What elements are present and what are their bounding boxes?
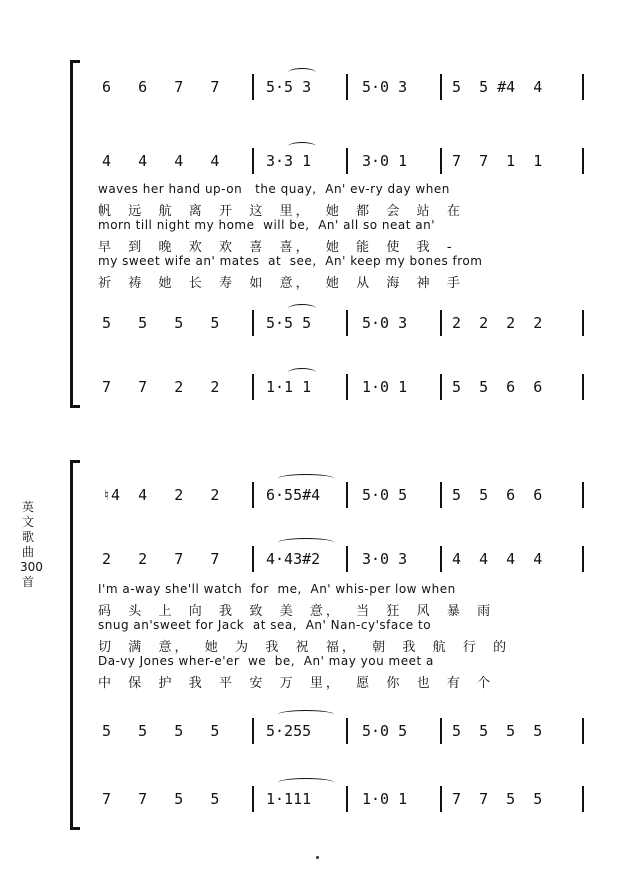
staff-row	[90, 718, 590, 748]
slur	[278, 710, 334, 719]
bar-line	[582, 546, 584, 572]
bar-line	[346, 310, 348, 336]
bar-line	[582, 148, 584, 174]
measure: ♮4 4 2 2	[102, 486, 220, 504]
slur	[288, 68, 316, 77]
measure: 7 7 1 1	[452, 152, 543, 170]
bar-line	[440, 482, 442, 508]
measure: 5 5 6 6	[452, 486, 543, 504]
bar-line	[440, 546, 442, 572]
measure: 1·0 1	[362, 378, 408, 396]
bar-line	[582, 718, 584, 744]
staff-row	[90, 310, 590, 340]
bar-line	[582, 310, 584, 336]
lyric-line: 帆 远 航 离 开 这 里， 她 都 会 站 在	[98, 204, 463, 219]
lyric-line: Da-vy Jones wher-e'er we be, An' may you meet a	[98, 654, 434, 668]
measure: 4 4 4 4	[102, 152, 220, 170]
bar-line	[346, 374, 348, 400]
measure: 5·5 5	[266, 314, 312, 332]
staff-row	[90, 374, 590, 404]
measure: 5 5 5 5	[102, 314, 220, 332]
bar-line	[252, 482, 254, 508]
staff-row	[90, 786, 590, 816]
bar-line	[440, 786, 442, 812]
measure: 5·0 3	[362, 78, 408, 96]
measure: 4 4 4 4	[452, 550, 543, 568]
bar-line	[582, 74, 584, 100]
bar-line	[440, 374, 442, 400]
bar-line	[252, 546, 254, 572]
lyric-line: 早 到 晚 欢 欢 喜 喜， 她 能 使 我 -	[98, 240, 455, 255]
slur	[278, 538, 334, 547]
slur	[278, 474, 334, 483]
measure: 5·0 5	[362, 722, 408, 740]
system-brace	[70, 60, 78, 408]
measure: 1·0 1	[362, 790, 408, 808]
page-mark	[316, 856, 319, 859]
bar-line	[440, 148, 442, 174]
lyric-line: 切 满 意， 她 为 我 祝 福， 朝 我 航 行 的	[98, 640, 510, 655]
measure: 1·111	[266, 790, 312, 808]
staff-row	[90, 148, 590, 178]
measure: 5 5 5 5	[102, 722, 220, 740]
measure: 5 5 5 5	[452, 722, 543, 740]
lyric-line: 中 保 护 我 平 安 万 里， 愿 你 也 有 个	[98, 676, 494, 691]
bar-line	[440, 310, 442, 336]
measure: 5 5 6 6	[452, 378, 543, 396]
lyric-line: morn till night my home will be, An' all so neat an'	[98, 218, 435, 232]
bar-line	[346, 718, 348, 744]
measure: 5·0 3	[362, 314, 408, 332]
staff-row	[90, 482, 590, 512]
score-system-1	[70, 60, 590, 408]
bar-line	[346, 546, 348, 572]
bar-line	[252, 374, 254, 400]
measure: 4·43#2	[266, 550, 321, 568]
lyric-line: 祈 祷 她 长 寿 如 意， 她 从 海 神 手	[98, 276, 463, 291]
bar-line	[346, 74, 348, 100]
lyric-line: snug an'sweet for Jack at sea, An' Nan-cy'sface to	[98, 618, 432, 632]
staff-row	[90, 546, 590, 576]
measure: 7 7 2 2	[102, 378, 220, 396]
measure: 6·55#4	[266, 486, 321, 504]
bar-line	[582, 482, 584, 508]
bar-line	[252, 786, 254, 812]
bar-line	[346, 786, 348, 812]
bar-line	[346, 482, 348, 508]
measure: 6 6 7 7	[102, 78, 220, 96]
lyric-line: my sweet wife an' mates at see, An' keep my bones from	[98, 254, 483, 268]
lyric-line: 码 头 上 向 我 致 美 意， 当 狂 风 暴 雨	[98, 604, 494, 619]
measure: 1·1 1	[266, 378, 312, 396]
measure: 7 7 5 5	[102, 790, 220, 808]
bar-line	[252, 310, 254, 336]
slur	[288, 368, 316, 377]
measure: 5 5 #4 4	[452, 78, 543, 96]
slur	[288, 142, 316, 151]
measure: 3·3 1	[266, 152, 312, 170]
score-system-2	[70, 460, 590, 830]
slur	[288, 304, 316, 313]
bar-line	[252, 148, 254, 174]
side-title: 英文歌曲300首	[20, 500, 43, 589]
measure: 5·0 5	[362, 486, 408, 504]
measure: 5·5 3	[266, 78, 312, 96]
measure: 2 2 2 2	[452, 314, 543, 332]
bar-line	[252, 718, 254, 744]
bar-line	[582, 374, 584, 400]
staff-row	[90, 74, 590, 104]
measure: 7 7 5 5	[452, 790, 543, 808]
measure: 3·0 3	[362, 550, 408, 568]
lyric-line: I'm a-way she'll watch for me, An' whis-per low when	[98, 582, 456, 596]
measure: 3·0 1	[362, 152, 408, 170]
measure: 2 2 7 7	[102, 550, 220, 568]
slur	[278, 778, 334, 787]
bar-line	[582, 786, 584, 812]
bar-line	[440, 74, 442, 100]
bar-line	[440, 718, 442, 744]
lyric-line: waves her hand up-on the quay, An' ev-ry day when	[98, 182, 450, 196]
system-brace	[70, 460, 78, 830]
measure: 5·255	[266, 722, 312, 740]
bar-line	[252, 74, 254, 100]
bar-line	[346, 148, 348, 174]
